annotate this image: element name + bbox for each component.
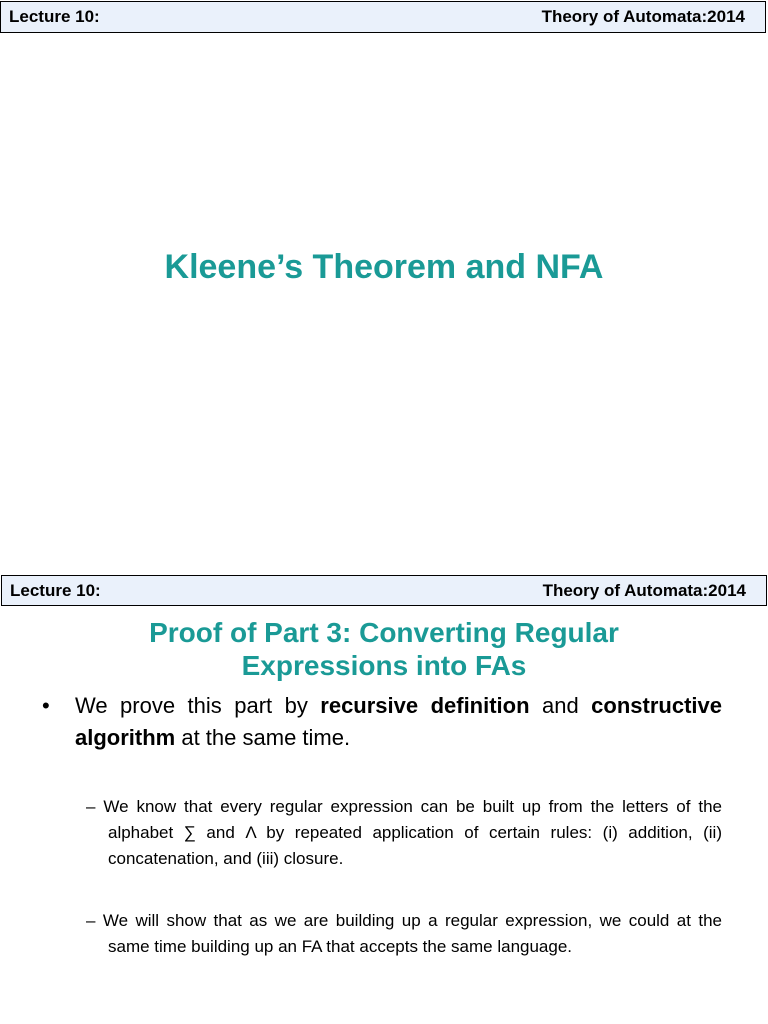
bullet-text-part: at the same time. <box>175 725 351 750</box>
course-label: Theory of Automata:2014 <box>541 7 745 26</box>
lecture-label: Lecture 10: <box>9 7 100 26</box>
bullet-bold-term: constructive algorithm <box>75 693 722 750</box>
sub-point <box>86 794 722 872</box>
sub-point <box>86 908 722 960</box>
bullet-text <box>75 690 722 754</box>
slide-header <box>0 1 766 33</box>
slide-header <box>1 575 767 606</box>
lecture-label: Lecture 10: <box>10 580 101 600</box>
bullet-text-part: and <box>529 693 592 718</box>
bullet-bold-term: recursive definition <box>320 693 530 718</box>
sub-point-text: – We will show that as we are building up a regular expression, we could at the same time building up an FA that accepts the same language. <box>86 911 722 956</box>
sub-point-text: – We know that every regular expression can be built up from the letters of the alphabet ∑ and Λ by repeated application of certain rules: (i) addition, (ii) concatenation, and (iii) closure. <box>86 797 722 868</box>
slide-proof-heading <box>0 616 768 682</box>
bullet-dot-icon: • <box>42 693 50 718</box>
slide-title-heading: Kleene’s Theorem and NFA <box>164 248 604 286</box>
bullet-point <box>42 690 722 754</box>
heading-line-2: Expressions into FAs <box>241 650 527 681</box>
bullet-text-part: We prove this part by <box>75 693 321 718</box>
slide-proof <box>0 512 768 1024</box>
heading-line-1: Proof of Part 3: Converting Regular <box>149 617 619 648</box>
course-label: Theory of Automata:2014 <box>542 580 746 600</box>
